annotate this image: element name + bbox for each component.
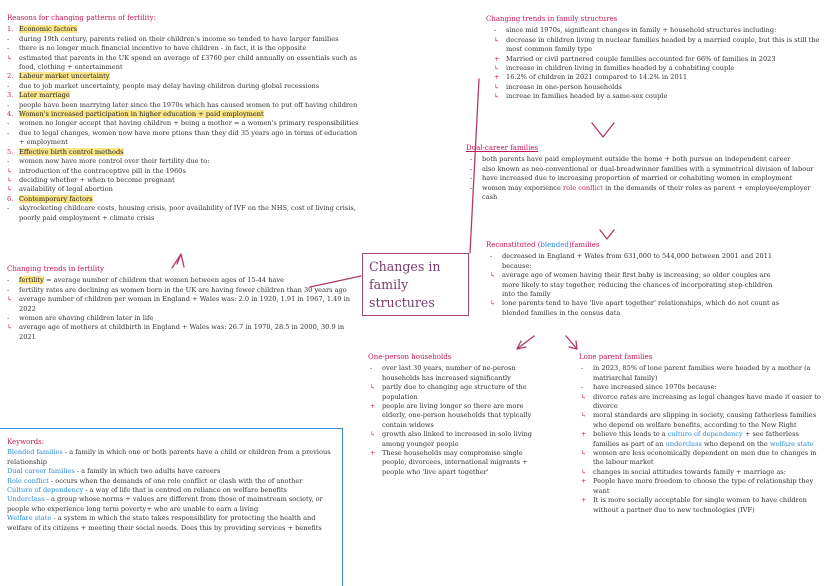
bullet-marker: -	[7, 204, 10, 213]
list-item-text: growth also linked to increased in solo living among younger people	[382, 430, 532, 448]
lone-parent-list	[579, 364, 822, 515]
reconstituted-heading-a: Reconstituted (	[486, 241, 541, 249]
list-item	[7, 323, 357, 342]
list-item	[494, 83, 822, 92]
list-item-text: over last 30 years, number of ne-perosn households has increased significantly	[382, 364, 516, 382]
keyword-term: Role conflict	[7, 476, 49, 485]
bullet-marker: ↳	[370, 430, 376, 439]
list-item	[490, 299, 786, 318]
list-item-text: average age of mothers at childbirth in England + Wales was: 26.7 in 1970, 28.5 in 2000, 30.9 in 2021	[19, 323, 345, 341]
family-trends-heading: Changing trends in family structures	[486, 15, 618, 23]
bullet-marker: ↳	[490, 271, 496, 280]
one-person-section	[368, 353, 536, 477]
list-item-text: decreased in England + Wales from 631,000 to 544,000 between 2001 and 2011 because:	[502, 252, 773, 270]
reconstituted-heading	[486, 241, 786, 250]
list-item-text: divorce rates are increasing as legal changes have made it easier to divorce	[593, 392, 821, 411]
bullet-marker: ↳	[7, 295, 13, 304]
list-item-text: people are living longer so there are more elderly, one-person households that typically contain widows	[382, 402, 532, 429]
list-item-text: women are less economically dependent on men due to changes in the labour market	[593, 449, 817, 467]
bullet-marker: 4.	[7, 110, 14, 119]
family-trends-list	[486, 26, 822, 101]
dual-career-list	[466, 155, 822, 202]
list-item-text: fertility rates are declining as women born in the UK are having fewer children than 30 years ago	[19, 285, 347, 294]
list-item	[494, 92, 822, 101]
bullet-marker: ↳	[494, 82, 500, 91]
bullet-marker: +	[370, 402, 376, 411]
list-item	[7, 195, 359, 204]
bullet-marker: -	[470, 164, 473, 173]
list-item	[7, 82, 359, 91]
page-title-box	[362, 253, 469, 316]
arrow-to-reconstituted	[600, 230, 614, 239]
arrow-to-one-person	[517, 336, 534, 349]
keywords-heading: Keywords:	[7, 438, 45, 446]
list-item-text: changes in social attitudes towards family + marriage as:	[593, 467, 786, 476]
keywords-box	[0, 428, 343, 586]
keywords-list	[7, 448, 336, 533]
bullet-marker: -	[7, 276, 10, 285]
list-item	[494, 36, 822, 55]
list-item-text: due to job market uncertainty, people may delay having children during global recessions	[19, 81, 320, 90]
list-item-text: during 19th century, parents relied on their children's income so tended to have larger families	[19, 34, 339, 43]
list-item-text: fertility = average number of children that women between ages of 15-44 have	[19, 276, 285, 285]
list-item	[7, 91, 359, 100]
bullet-marker: -	[581, 383, 584, 392]
keyword-definition: - a family in which two adults have careers	[74, 467, 221, 476]
arrow-to-dual-career	[592, 123, 614, 137]
list-item-text: Later marriage	[19, 91, 70, 100]
dual-career-section	[466, 144, 822, 202]
list-item	[581, 383, 822, 392]
list-item	[7, 204, 359, 223]
list-item	[7, 295, 357, 314]
fertility-trends-heading: Changing trends in fertility	[7, 265, 104, 273]
list-item	[470, 165, 822, 174]
bullet-marker: -	[470, 155, 473, 164]
list-item-text: Effective birth control methods	[19, 147, 124, 156]
list-item-text: It is more socially acceptable for single women to have children without a partner due to new technologies (IVF)	[593, 496, 807, 514]
list-item	[490, 252, 786, 271]
list-item	[370, 402, 536, 430]
bullet-marker: +	[494, 54, 500, 63]
list-item-text: partly due to changing age structure of the population	[382, 383, 527, 401]
reconstituted-list	[486, 252, 786, 318]
bullet-marker: -	[490, 252, 493, 261]
bullet-marker: +	[494, 73, 500, 82]
bullet-marker: -	[7, 100, 10, 109]
list-item-text: deciding whether + when to become pregnant	[19, 175, 175, 184]
keyword-term: Welfare state	[7, 514, 52, 523]
bullet-marker: ↳	[7, 323, 13, 332]
list-item	[7, 148, 359, 157]
list-item	[7, 35, 359, 44]
list-item	[581, 496, 822, 515]
keyword-definition: - a system in which the state takes responsibility for protecting the health and welfare of its citizens + meeting their social needs. Does this by providing services + benefits	[7, 514, 322, 532]
list-item-text: also known as neo-conventional or dual-breadwinner families with a symmetrical division of labour	[482, 164, 814, 173]
family-trends-section	[486, 15, 822, 102]
list-item-text: Women's increased participation in higher education + paid employment	[19, 110, 264, 119]
reasons-section	[7, 14, 359, 223]
list-item	[581, 468, 822, 477]
bullet-marker: 1.	[7, 25, 14, 34]
bullet-marker: +	[581, 477, 587, 486]
list-item-text: women now have more control over their fertility due to:	[19, 157, 210, 166]
bullet-marker: -	[7, 34, 10, 43]
lone-parent-heading: Lone parent families	[579, 353, 653, 361]
bullet-marker: -	[7, 128, 10, 137]
bullet-marker: ↳	[7, 53, 13, 62]
list-item-text: in 2023, 85% of lone parent families were headed by a mother (a matriarchal family)	[593, 364, 811, 382]
dual-career-heading: Dual-career families	[466, 144, 539, 152]
keyword-term: Blended families	[7, 448, 63, 457]
list-item-text: increase in children living in families headed by a cohabiting couple	[506, 64, 735, 73]
list-item-text: availability of legal abortion	[19, 185, 113, 194]
list-item-text: Economic factors	[19, 25, 78, 34]
list-item	[470, 155, 822, 164]
list-item	[581, 477, 822, 496]
bullet-marker: 5.	[7, 147, 14, 156]
bullet-marker: -	[7, 119, 10, 128]
list-item	[494, 64, 822, 73]
bullet-marker: -	[7, 157, 10, 166]
list-item-text: both parents have paid employment outside the home + both pursue an independent career	[482, 155, 791, 164]
keyword-term: Underclass	[7, 495, 45, 504]
fertility-trends-section	[7, 265, 357, 342]
keyword-item	[7, 514, 336, 533]
list-item-text: skyrocketing childcare costs, housing crisis, poor availability of IVF on the NHS, cost of living crisis, poorly paid employment + climate crisis	[19, 204, 356, 222]
bullet-marker: 2.	[7, 72, 14, 81]
page-title: Changes in family structures	[369, 259, 441, 310]
bullet-marker: 3.	[7, 91, 14, 100]
list-item	[470, 184, 822, 203]
bullet-marker: 6.	[7, 194, 14, 203]
list-item	[370, 449, 536, 477]
list-item	[581, 411, 822, 430]
list-item-text: women may experience role conflict in the demands of their roles as parent + employee/employer cash	[482, 183, 811, 202]
bullet-marker: -	[7, 44, 10, 53]
list-item	[7, 54, 359, 73]
list-item	[7, 176, 359, 185]
list-item	[7, 185, 359, 194]
keyword-item	[7, 486, 336, 495]
bullet-marker: ↳	[581, 392, 587, 401]
list-item	[370, 430, 536, 449]
bullet-marker: ↳	[370, 383, 376, 392]
bullet-marker: ↳	[7, 166, 13, 175]
list-item	[494, 55, 822, 64]
list-item	[7, 25, 359, 34]
list-item-text: increae in families headed by a same-sex couple	[506, 92, 668, 101]
list-item	[581, 393, 822, 412]
list-item	[7, 314, 357, 323]
list-item-text: have increased due to increasing proportion of married or cohabiting women in employment	[482, 174, 793, 183]
list-item-text: women are ehaving children later in life	[19, 314, 154, 323]
keyword-item	[7, 467, 336, 476]
fertility-trends-list	[7, 276, 357, 342]
list-item	[494, 73, 822, 82]
bullet-marker: ↳	[581, 449, 587, 458]
list-item	[370, 383, 536, 402]
bullet-marker: -	[470, 183, 473, 192]
reconstituted-heading-blended: blended	[540, 241, 569, 249]
list-item-text: moral standards are slipping in society, causing fatherless families who depend on welfare benefits, according to the New Right	[593, 411, 817, 429]
reasons-list	[7, 25, 359, 223]
list-item-text: Contemporary factors	[19, 194, 93, 203]
bullet-marker: -	[7, 285, 10, 294]
keyword-definition: - occurs when the demands of one role conflict or clash with the of another	[48, 476, 303, 485]
bullet-marker: +	[581, 430, 587, 439]
keyword-item	[7, 477, 336, 486]
list-item	[7, 72, 359, 81]
list-item	[494, 26, 822, 35]
list-item-text: there is no longer much financial incentive to have children - in fact, it is the opposite	[19, 44, 307, 53]
list-item	[470, 174, 822, 183]
arrow-to-lone-parent	[566, 336, 577, 349]
keyword-definition: - a way of life that is centred on reliance on welfare benefits	[83, 486, 287, 495]
list-item-text: lone parents tend to have 'live apart together' relationships, which do not count as blended families in the census data	[502, 299, 780, 317]
bullet-marker: ↳	[7, 185, 13, 194]
list-item	[7, 167, 359, 176]
list-item	[7, 286, 357, 295]
list-item-text: women no longer accept that having children + being a mother = a women's primary responsibilities	[19, 119, 359, 128]
list-item-text: People have more freedom to choose the type of relationship they want	[593, 477, 814, 495]
one-person-list	[368, 364, 536, 477]
list-item	[581, 430, 822, 449]
list-item	[7, 110, 359, 119]
list-item	[490, 271, 786, 299]
list-item-text: 16.2% of children in 2021 compared to 14.2% in 2011	[506, 73, 688, 82]
bullet-marker: ↳	[494, 64, 500, 73]
list-item-text: average age of women having their first baby is increasing, so older couples are more likely to stay together, reducing the chances of incorporating step-children into the family	[502, 271, 773, 299]
list-item-text: Married or civil partnered couple families accounted for 66% of families in 2023	[506, 54, 776, 63]
bullet-marker: ↳	[7, 175, 13, 184]
bullet-marker: ↳	[581, 467, 587, 476]
one-person-heading: One-person households	[368, 353, 452, 361]
list-item	[370, 364, 536, 383]
bullet-marker: -	[7, 314, 10, 323]
bullet-marker: -	[370, 364, 373, 373]
bullet-marker: -	[581, 364, 584, 373]
list-item-text: Labour market uncertainty	[19, 72, 110, 81]
bullet-marker: -	[470, 174, 473, 183]
bullet-marker: +	[370, 449, 376, 458]
list-item	[7, 276, 357, 285]
list-item-text: people have been marrying later since the 1970s which has caused women to put off having children	[19, 100, 358, 109]
list-item-text: introduction of the contraceptive pill in the 1960s	[19, 166, 186, 175]
bullet-marker: ↳	[494, 35, 500, 44]
list-item	[581, 364, 822, 383]
keyword-term: Dual career families	[7, 467, 75, 476]
list-item	[7, 101, 359, 110]
bullet-marker: ↳	[490, 299, 496, 308]
keyword-term: Culture of dependency	[7, 486, 84, 495]
list-item-text: average number of children per woman in England + Wales was: 2.0 in 1920, 1.91 in 1967, 1.49 in 2022	[19, 295, 350, 313]
list-item	[7, 119, 359, 128]
keyword-item	[7, 448, 336, 467]
list-item	[7, 44, 359, 53]
bullet-marker: +	[581, 496, 587, 505]
list-item	[7, 129, 359, 148]
list-item-text: decrease in children living in nuclear families headed by a married couple, but this is still the most common family type	[506, 35, 820, 54]
list-item	[581, 449, 822, 468]
list-item-text: increase in one-person households	[506, 82, 622, 91]
keyword-item	[7, 495, 336, 514]
list-item-text: These households may compromise single people, divorcees, international migrants + people who 'live apart together'	[382, 449, 528, 476]
reconstituted-heading-c: )families	[568, 241, 600, 249]
list-item-text: believe this leads to a culture of dependency + see fatherless families as part of an underclass who depend on the welfare state	[593, 430, 814, 448]
lone-parent-section	[579, 353, 822, 515]
list-item-text: due to legal changes, women now have more ptions than they did 35 years ago in terms of education + employment	[19, 128, 358, 147]
bullet-marker: ↳	[581, 411, 587, 420]
reasons-heading: Reasons for changing patterns of fertility:	[7, 14, 156, 22]
bullet-marker: -	[7, 81, 10, 90]
list-item-text: have increased since 1970s because:	[593, 383, 717, 392]
reconstituted-section	[486, 241, 786, 318]
keyword-definition: - a group whose norms + values are different from those of mainstream society, or people who experience long term poverty+ who are unable to earn a living	[7, 495, 323, 513]
keyword-definition: - a family in which one or both parents have a child or children from a previous relationship	[7, 448, 331, 466]
list-item-text: since mid 1970s, significant changes in family + household structures including:	[506, 26, 777, 35]
list-item-text: estimated that parents in the UK spend an average of £3760 per child annually on essentials such as food, clothing + entertainment	[19, 53, 357, 72]
bullet-marker: -	[494, 26, 497, 35]
bullet-marker: ↳	[494, 92, 500, 101]
list-item	[7, 157, 359, 166]
